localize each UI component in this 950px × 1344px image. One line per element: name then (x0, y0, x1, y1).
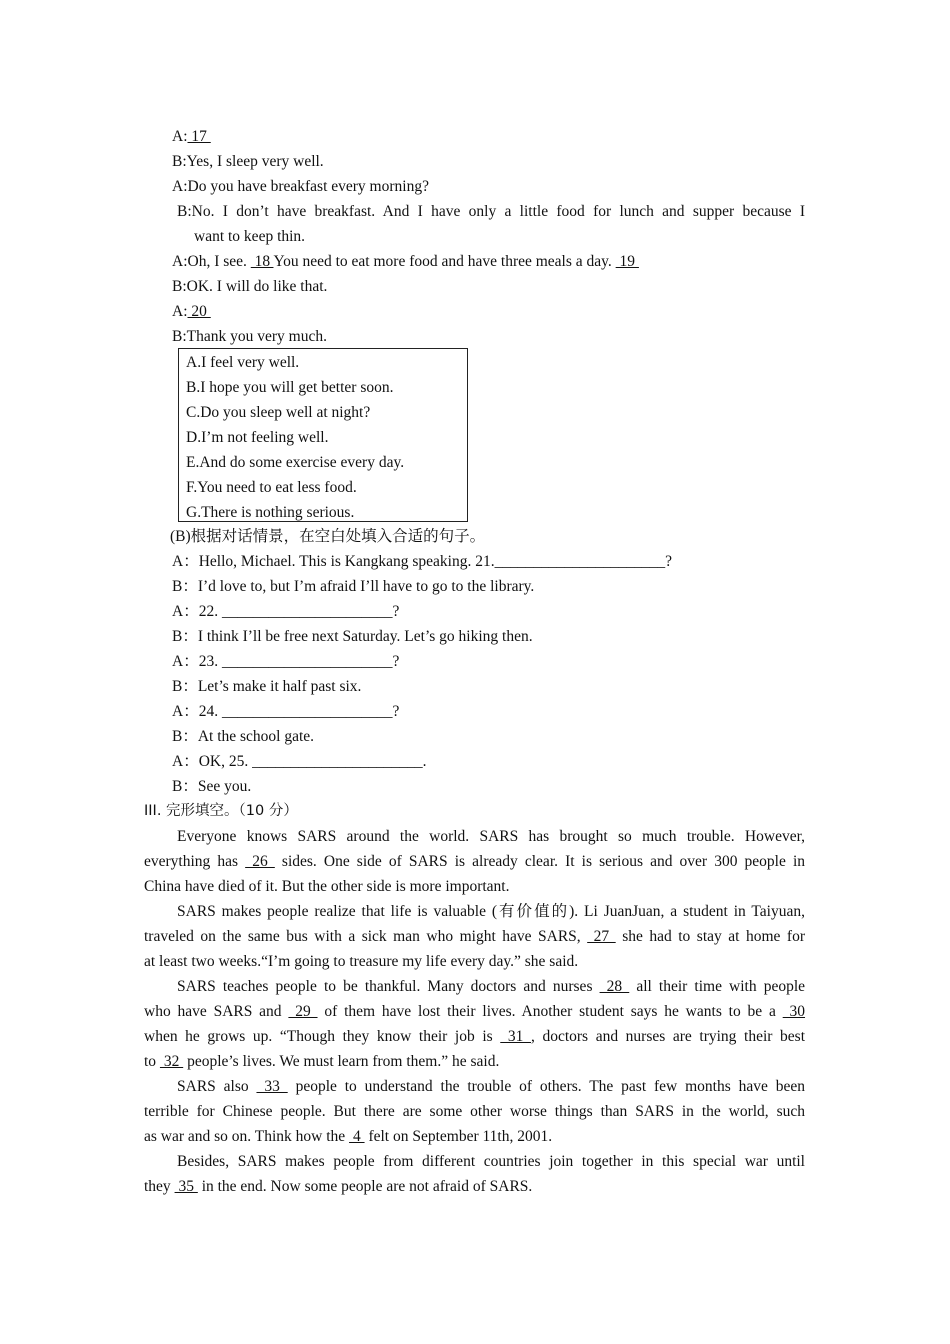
paragraph-line: Everyone knows SARS around the world. SARS has brought so much trouble. However, (177, 828, 805, 845)
section-3-heading: III. 完形填空。（10 分） (144, 803, 298, 819)
paragraph-line-27: traveled on the same bus with a sick man who might have SARS, 27 she had to stay at home for (144, 928, 805, 945)
paragraph-line-29-30: who have SARS and 29 of them have lost their lives. Another student says he wants to be a 30 (144, 1003, 806, 1020)
blank-19: 19 (615, 253, 639, 270)
dialogue-b-line: B：Let’s make it half past six. (172, 678, 362, 695)
paragraph-line-31: when he grows up. “Though they know their job is 31 , doctors and nurses are trying their best (144, 1028, 806, 1045)
paragraph-line: China have died of it. But the other side is more important. (144, 878, 510, 895)
dialogue-b-line: B：See you. (172, 778, 252, 795)
dialogue-line: B:Thank you very much. (172, 328, 327, 345)
dialogue-line: A:Do you have breakfast every morning? (172, 178, 429, 195)
blank-28: 28 (599, 978, 630, 995)
option-d: D.I’m not feeling well. (186, 429, 329, 446)
option-g: G.There is nothing serious. (186, 504, 355, 521)
option-f: F.You need to eat less food. (186, 479, 357, 496)
blank-20: 20 (187, 303, 211, 320)
blank-30: 30 (782, 1003, 806, 1020)
paragraph-line: at least two weeks.“I’m going to treasure my life every day.” she said. (144, 953, 579, 970)
dialogue-line: B:Yes, I sleep very well. (172, 153, 324, 170)
dialogue-b-line: B：I’d love to, but I’m afraid I’ll have to go to the library. (172, 578, 535, 595)
dialogue-b-line: A：OK, 25. ______________________. (172, 753, 427, 770)
paragraph-line: SARS makes people realize that life is valuable (有价值的). Li JuanJuan, a student in Taiyuan, (177, 903, 805, 920)
dialogue-line-17: A: 17 (172, 128, 211, 145)
dialogue-line: want to keep thin. (194, 228, 306, 245)
section-b-instruction: (B)根据对话情景，在空白处填入合适的句子。 (170, 528, 486, 545)
option-b: B.I hope you will get better soon. (186, 379, 394, 396)
blank-34: 4 (349, 1128, 365, 1145)
dialogue-b-line: B：At the school gate. (172, 728, 315, 745)
blank-31: 31 (500, 1028, 531, 1045)
dialogue-b-line: A：Hello, Michael. This is Kangkang speaking. 21.______________________? (172, 553, 672, 570)
paragraph-line: terrible for Chinese people. But there are some other worse things than SARS in the world, such (144, 1103, 805, 1120)
dialogue-b-line: A：24. ______________________? (172, 703, 400, 720)
paragraph-line-26: everything has 26 sides. One side of SARS is already clear. It is serious and over 300 people in (144, 853, 805, 870)
dialogue-b-line: A：22. ______________________? (172, 603, 400, 620)
paragraph-line-34: as war and so on. Think how the 4 felt on September 11th, 2001. (144, 1128, 553, 1145)
option-a: A.I feel very well. (186, 354, 300, 371)
paragraph-line-28: SARS teaches people to be thankful. Many doctors and nurses 28 all their time with people (177, 978, 806, 995)
dialogue-line-20: A: 20 (172, 303, 211, 320)
blank-27: 27 (587, 928, 616, 945)
blank-17: 17 (187, 128, 211, 145)
paragraph-line-35: they 35 in the end. Now some people are not afraid of SARS. (144, 1178, 533, 1195)
options-box (178, 348, 468, 522)
paragraph-line-32: to 32 people’s lives. We must learn from them.” he said. (144, 1053, 500, 1070)
blank-18: 18 (250, 253, 274, 270)
dialogue-line: B:OK. I will do like that. (172, 278, 328, 295)
dialogue-b-line: B：I think I’ll be free next Saturday. Let’s go hiking then. (172, 628, 533, 645)
blank-35: 35 (174, 1178, 198, 1195)
blank-32: 32 (159, 1053, 184, 1070)
paragraph-line: Besides, SARS makes people from different countries join together in this special war until (177, 1153, 805, 1170)
blank-26: 26 (245, 853, 275, 870)
blank-29: 29 (288, 1003, 318, 1020)
dialogue-line-18-19: A:Oh, I see. 18 You need to eat more food and have three meals a day. 19 (172, 253, 639, 270)
paragraph-line-33: SARS also 33 people to understand the trouble of others. The past few months have been (177, 1078, 805, 1095)
dialogue-b-line: A：23. ______________________? (172, 653, 400, 670)
dialogue-line: B:No. I don’t have breakfast. And I have only a little food for lunch and supper because I (177, 203, 805, 220)
option-e: E.And do some exercise every day. (186, 454, 405, 471)
blank-33: 33 (256, 1078, 288, 1095)
option-c: C.Do you sleep well at night? (186, 404, 371, 421)
